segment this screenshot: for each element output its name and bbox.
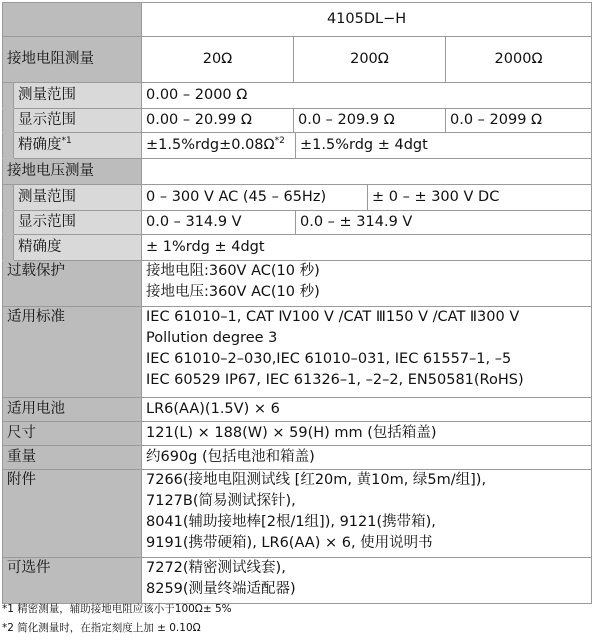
overload-value xyxy=(142,261,592,307)
standards-line: Pollution degree 3 xyxy=(146,330,278,346)
indent-cell xyxy=(3,109,14,133)
resistance-display-20: 0.00 – 20.99 Ω xyxy=(142,109,294,133)
range-2000: 2000Ω xyxy=(446,37,592,83)
resistance-accuracy-precise: ±1.5%rdg±0.08Ω xyxy=(146,137,275,153)
voltage-accuracy-value: ± 1%rdg ± 4dgt xyxy=(142,235,592,261)
resistance-accuracy-simple: ±1.5%rdg ± 4dgt xyxy=(296,133,592,159)
voltage-title: 接地电压测量 xyxy=(3,159,142,185)
indent-cell xyxy=(3,185,14,211)
resistance-accuracy-label: 精确度 xyxy=(18,137,62,153)
model-name: 4105DL−H xyxy=(142,3,592,37)
header-corner xyxy=(3,3,142,37)
weight-value: 约690g (包括电池和箱盖) xyxy=(142,446,592,470)
indent-cell xyxy=(3,83,14,109)
voltage-measure-dc: ± 0 – ± 300 V DC xyxy=(368,185,592,211)
resistance-measure-label: 测量范围 xyxy=(14,83,142,109)
voltage-measure-ac: 0 – 300 V AC (45 – 65Hz) xyxy=(142,185,368,211)
voltage-measure-label: 测量范围 xyxy=(14,185,142,211)
indent-cell xyxy=(3,211,14,235)
size-value: 121(L) × 188(W) × 59(H) mm (包括箱盖) xyxy=(142,422,592,446)
options-title: 可选件 xyxy=(3,558,142,604)
resistance-display-label: 显示范围 xyxy=(14,109,142,133)
footnote-mark-2: *2 xyxy=(274,136,285,147)
resistance-accuracy-precise-cell xyxy=(142,133,296,159)
resistance-display-2000: 0.0 – 2099 Ω xyxy=(446,109,592,133)
range-200: 200Ω xyxy=(294,37,446,83)
accessories-title: 附件 xyxy=(3,470,142,558)
voltage-title-empty xyxy=(142,159,592,185)
battery-value: LR6(AA)(1.5V) × 6 xyxy=(142,398,592,422)
overload-line-voltage: 接地电压:360V AC(10 秒) xyxy=(146,284,320,300)
accessories-line: 8041(辅助接地棒[2根/1组]), 9121(携带箱), xyxy=(146,514,436,530)
resistance-measure-value: 0.00 – 2000 Ω xyxy=(142,83,592,109)
options-line: 8259(测量终端适配器) xyxy=(146,581,296,597)
spec-table xyxy=(2,2,592,604)
resistance-title: 接地电阻测量 xyxy=(3,37,142,83)
overload-title: 过载保护 xyxy=(3,261,142,307)
footnotes xyxy=(2,600,232,638)
footnote-mark-1: *1 xyxy=(61,136,72,147)
standards-line: IEC 61010–1, CAT Ⅳ100 V /CAT Ⅲ150 V /CAT Ⅱ300 V xyxy=(146,309,520,325)
voltage-accuracy-label: 精确度 xyxy=(14,235,142,261)
resistance-accuracy-label-cell xyxy=(14,133,142,159)
standards-line: IEC 60529 IP67, IEC 61326–1, –2–2, EN50581(RoHS) xyxy=(146,372,524,388)
standards-title: 适用标准 xyxy=(3,307,142,398)
footnote-1: *1 精密测量，辅助接地电阻应该小于100Ω± 5% xyxy=(2,603,232,615)
accessories-line: 9191(携带硬箱), LR6(AA) × 6, 使用说明书 xyxy=(146,535,433,551)
voltage-display-dc: 0.0 – ± 314.9 V xyxy=(296,211,592,235)
accessories-value xyxy=(142,470,592,558)
options-value xyxy=(142,558,592,604)
size-title: 尺寸 xyxy=(3,422,142,446)
accessories-line: 7266(接地电阻测试线 [红20m, 黄10m, 绿5m/组]), xyxy=(146,472,487,488)
overload-line-resistance: 接地电阻:360V AC(10 秒) xyxy=(146,263,320,279)
accessories-line: 7127B(简易测试探针), xyxy=(146,493,296,509)
indent-cell xyxy=(3,235,14,261)
footnote-2: *2 简化测量时，在指定刻度上加 ± 0.10Ω xyxy=(2,622,201,634)
standards-value xyxy=(142,307,592,398)
indent-cell xyxy=(3,133,14,159)
options-line: 7272(精密测试线套), xyxy=(146,560,286,576)
battery-title: 适用电池 xyxy=(3,398,142,422)
weight-title: 重量 xyxy=(3,446,142,470)
resistance-display-200: 0.0 – 209.9 Ω xyxy=(294,109,446,133)
voltage-display-label: 显示范围 xyxy=(14,211,142,235)
voltage-display-ac: 0.0 – 314.9 V xyxy=(142,211,296,235)
range-20: 20Ω xyxy=(142,37,294,83)
standards-line: IEC 61010–2–030,IEC 61010–031, IEC 61557–1, –5 xyxy=(146,351,512,367)
